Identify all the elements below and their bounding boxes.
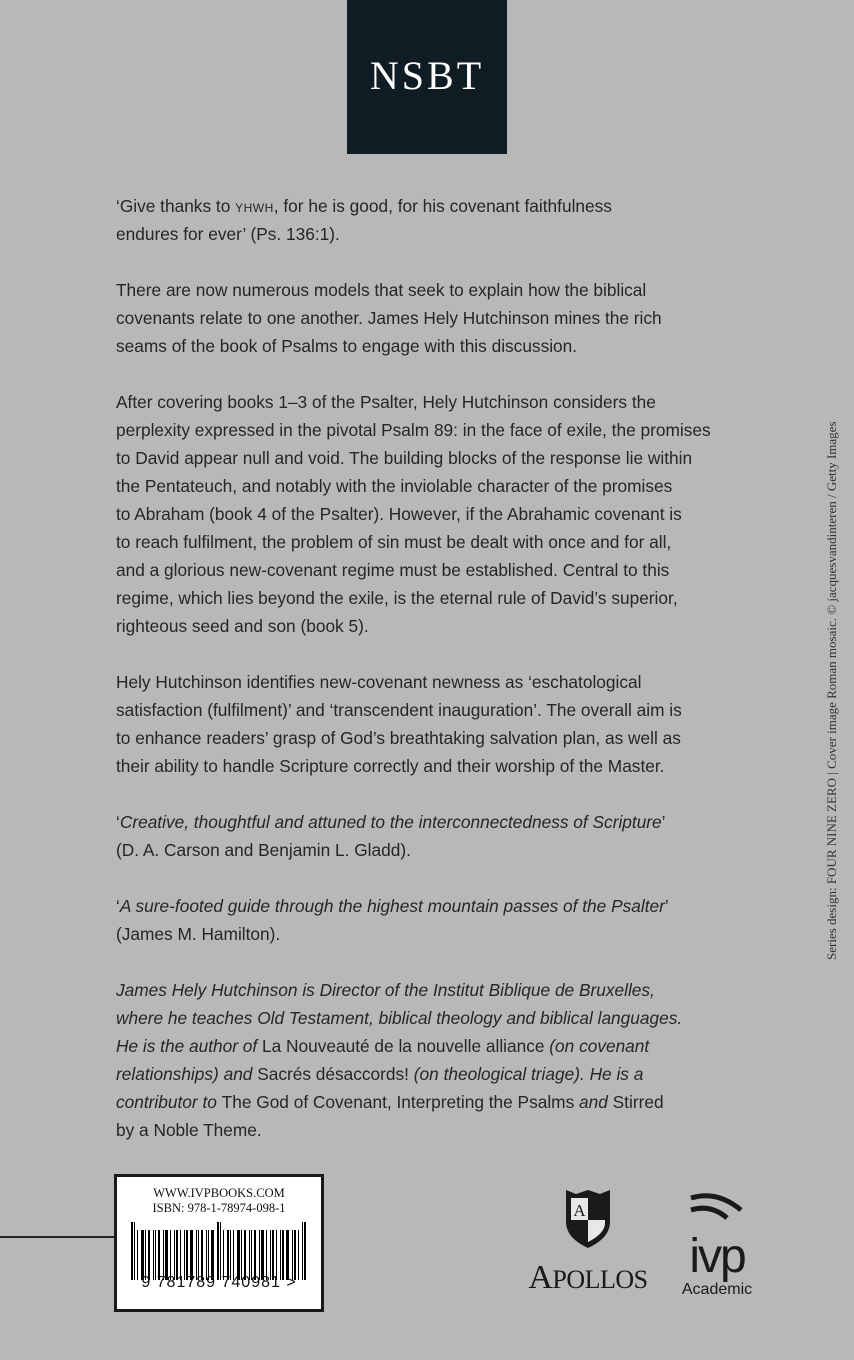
ivp-signal-arcs-icon (687, 1190, 747, 1220)
blurb-paragraph (116, 808, 711, 864)
text-segment: He is the author of (116, 1036, 263, 1056)
text-segment: to enhance readers’ grasp of God’s breathtaking salvation plan, as well as (116, 728, 681, 748)
text-line (116, 1116, 711, 1144)
text-segment: perplexity expressed in the pivotal Psalm 89: in the face of exile, the promises (116, 420, 711, 440)
text-segment: La Nouveauté de la nouvelle alliance (262, 1036, 545, 1056)
barcode-bar (282, 1230, 284, 1280)
barcode-bar (280, 1230, 281, 1280)
barcode (117, 1222, 321, 1280)
text-segment: Hely Hutchinson identifies new-covenant newness as ‘eschatological (116, 672, 642, 692)
text-line (116, 892, 711, 920)
barcode-bar (292, 1230, 293, 1280)
ivp-academic-logo (672, 1190, 762, 1299)
apollos-logo (528, 1188, 648, 1297)
barcode-bar (254, 1230, 256, 1280)
barcode-bar (196, 1230, 197, 1280)
blurb-paragraph (116, 668, 711, 780)
text-line (116, 500, 711, 528)
text-segment: ‘Give thanks to (116, 196, 236, 216)
text-segment: where he teaches Old Testament, biblical theology and biblical languages. (116, 1008, 683, 1028)
barcode-bar (294, 1230, 296, 1280)
isbn-barcode-box (114, 1174, 324, 1312)
text-segment: and (574, 1092, 613, 1112)
text-line (116, 724, 711, 752)
text-line (116, 1032, 711, 1060)
barcode-bar (217, 1222, 219, 1280)
barcode-bar (272, 1230, 274, 1280)
barcode-bar (180, 1230, 181, 1280)
barcode-bar (276, 1230, 277, 1280)
barcode-bar (237, 1230, 240, 1280)
series-badge-text: NSBT (369, 52, 485, 98)
barcode-bar (241, 1230, 242, 1280)
barcode-bar (165, 1230, 168, 1280)
barcode-bar (131, 1222, 133, 1280)
cover-credit: Series design: FOUR NINE ZERO | Cover image Roman mosaic. © jacquesvandinteren / Getty Images (824, 421, 839, 960)
blurb-paragraph (116, 976, 711, 1144)
blurb-paragraph (116, 892, 711, 948)
text-line (116, 752, 711, 780)
text-segment: A sure-footed guide through the highest mountain passes of the Psalter (119, 896, 665, 916)
text-segment: James Hely Hutchinson is Director of the Institut Biblique de Bruxelles, (116, 980, 655, 1000)
text-segment: ‘ (116, 896, 120, 916)
barcode-bar (137, 1230, 138, 1280)
text-segment: by a Noble Theme. (116, 1120, 262, 1140)
barcode-bar (141, 1230, 144, 1280)
text-segment: YHWH (235, 201, 274, 215)
barcode-bar (155, 1230, 156, 1280)
barcode-bar (170, 1230, 171, 1280)
barcode-bar (261, 1230, 264, 1280)
text-segment: relationships) and (116, 1064, 258, 1084)
text-line (116, 1060, 711, 1088)
series-badge (347, 0, 507, 154)
barcode-bar (174, 1230, 175, 1280)
isbn-text: ISBN: 978-1-78974-098-1 (152, 1201, 286, 1215)
text-segment: Stirred (612, 1092, 664, 1112)
barcode-digits: 9 781789 740981 > (141, 1274, 297, 1291)
blurb-paragraph (116, 388, 711, 640)
text-segment: There are now numerous models that seek to explain how the biblical (116, 280, 647, 300)
barcode-bar (223, 1230, 224, 1280)
text-segment: ’ (661, 812, 666, 832)
barcode-bar (153, 1230, 154, 1280)
text-segment: After covering books 1–3 of the Psalter, Hely Hutchinson considers the (116, 392, 656, 412)
text-line (116, 416, 711, 444)
text-segment: to David appear null and void. The building blocks of the response lie within (116, 448, 693, 468)
barcode-bar (251, 1230, 252, 1280)
back-cover-blurb (116, 192, 711, 1172)
text-segment: (on covenant (544, 1036, 650, 1056)
text-segment: , for he is good, for his covenant faithfulness (273, 196, 612, 216)
barcode-bar (227, 1230, 229, 1280)
barcode-bar (302, 1222, 303, 1280)
barcode-bar (198, 1230, 199, 1280)
text-line (116, 612, 711, 640)
text-segment: to Abraham (book 4 of the Psalter). However, if the Abrahamic covenant is (116, 504, 682, 524)
barcode-bar (163, 1230, 164, 1280)
barcode-bar (230, 1230, 231, 1280)
text-line (116, 1088, 711, 1116)
barcode-bar (233, 1230, 234, 1280)
barcode-bar (244, 1230, 246, 1280)
barcode-bar (176, 1230, 178, 1280)
apollos-wordmark: APOLLOS (528, 1259, 648, 1296)
text-segment: regime, which lies beyond the exile, is the eternal rule of David’s superior, (116, 588, 678, 608)
text-segment: contributor to (116, 1092, 222, 1112)
barcode-bar (270, 1230, 271, 1280)
text-segment: endures for ever’ (Ps. 136:1). (116, 224, 340, 244)
text-segment: Sacrés désaccords! (257, 1064, 409, 1084)
barcode-bar (158, 1230, 160, 1280)
text-segment: ‘ (116, 812, 120, 832)
text-line (116, 1004, 711, 1032)
text-segment: to reach fulfilment, the problem of sin must be dealt with once and for all, (116, 532, 672, 552)
svg-text:A: A (573, 1201, 586, 1220)
barcode-bar (184, 1230, 185, 1280)
text-segment: righteous seed and son (book 5). (116, 616, 369, 636)
barcode-bar (134, 1222, 135, 1280)
text-line (116, 444, 711, 472)
text-line (116, 276, 711, 304)
text-line (116, 388, 711, 416)
text-segment: ’ (664, 896, 669, 916)
text-line (116, 808, 711, 836)
text-line (116, 920, 711, 948)
text-line (116, 836, 711, 864)
text-segment: covenants relate to one another. James Hely Hutchinson mines the rich (116, 308, 662, 328)
barcode-bar (298, 1230, 299, 1280)
ivp-academic-label: Academic (681, 1281, 753, 1298)
divider-line (0, 1236, 116, 1238)
text-segment: and a glorious new-covenant regime must be established. Central to this (116, 560, 670, 580)
text-line (116, 696, 711, 724)
text-line (116, 584, 711, 612)
text-segment: seams of the book of Psalms to engage with this discussion. (116, 336, 578, 356)
barcode-bar (201, 1230, 203, 1280)
text-segment: The God of Covenant, Interpreting the Psalms (221, 1092, 575, 1112)
text-line (116, 472, 711, 500)
barcode-bar (304, 1222, 306, 1280)
ivp-wordmark: ivp (689, 1230, 745, 1283)
barcode-bar (186, 1230, 188, 1280)
barcode-bar (211, 1230, 214, 1280)
barcode-bar (208, 1230, 209, 1280)
barcode-bar (259, 1230, 260, 1280)
text-segment: (James M. Hamilton). (116, 924, 281, 944)
apollos-shield-icon (564, 1188, 612, 1250)
barcode-bar (145, 1230, 146, 1280)
text-segment: (on theological triage). He is a (408, 1064, 644, 1084)
barcode-bar (249, 1230, 250, 1280)
website-text: WWW.IVPBOOKS.COM (153, 1186, 285, 1200)
text-segment: their ability to handle Scripture correctly and their worship of the Master. (116, 756, 665, 776)
blurb-paragraph (116, 192, 711, 248)
blurb-paragraph (116, 276, 711, 360)
barcode-bar (206, 1230, 207, 1280)
text-line (116, 192, 711, 220)
text-segment: satisfaction (fulfilment)’ and ‘transcendent inauguration’. The overall aim is (116, 700, 682, 720)
text-segment: (D. A. Carson and Benjamin L. Gladd). (116, 840, 411, 860)
text-segment: Creative, thoughtful and attuned to the interconnectedness of Scripture (119, 812, 662, 832)
text-line (116, 976, 711, 1004)
barcode-bar (286, 1230, 289, 1280)
barcode-bar (220, 1222, 221, 1280)
text-line (116, 556, 711, 584)
barcode-bar (266, 1230, 267, 1280)
barcode-bar (190, 1230, 193, 1280)
barcode-bar (148, 1230, 150, 1280)
text-line (116, 668, 711, 696)
text-line (116, 220, 711, 248)
text-line (116, 304, 711, 332)
text-segment: the Pentateuch, and notably with the inviolable character of the promises (116, 476, 673, 496)
text-line (116, 528, 711, 556)
text-line (116, 332, 711, 360)
